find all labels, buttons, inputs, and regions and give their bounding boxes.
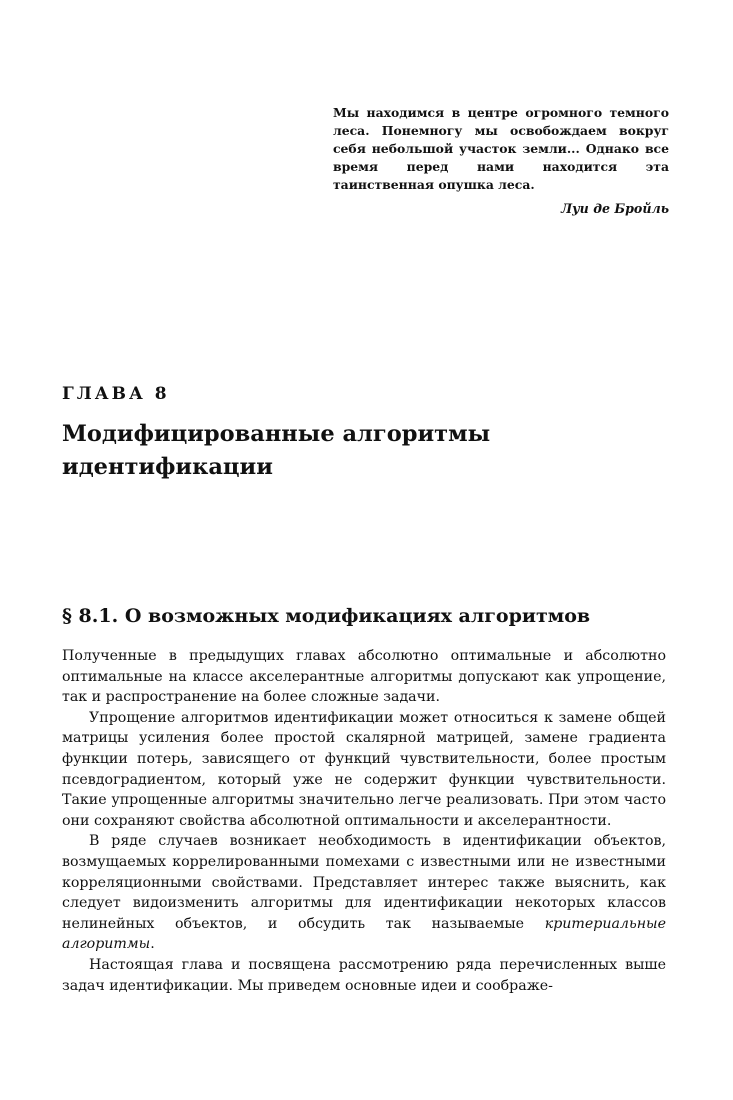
paragraph-1: Полученные в предыдущих главах абсолютно оптимальные и абсолютно оптимальные на классе акселерантные алгоритмы допускают как упрощение, так и распространение на более сложные задачи. [62, 648, 666, 706]
paragraph-3-end: . [150, 936, 155, 953]
epigraph-text: Мы находимся в центре огромного темного леса. Понемногу мы освобождаем вокруг себя небольшой участок земли... Однако все время перед нами находится эта таинственная опушка леса. [333, 105, 669, 192]
epigraph-author: Луи де Бройль [560, 201, 669, 216]
emphasis-term: критериальные алгоритмы [62, 915, 666, 953]
paragraph-3-text: В ряде случаев возникает необходимость в идентификации объектов, возмущаемых коррелированными помехами с известными или не известными корреляционными свойствами. Представляет интерес также выяснить, как следует видоизменить алгоритмы для идентификации некоторых классов нелинейных объектов, и обсудить так называемые [62, 833, 666, 932]
paragraph-2: Упрощение алгоритмов идентификации может относиться к замене общей матрицы усиления более простой скалярной матрицей, замене градиента функции потерь, зависящего от функций чувствительности, более простым псевдоградиентом, который уже не содержит функции чувствительности. Такие упрощенные алгоритмы значительно легче реализовать. При этом часто они сохраняют свойства абсолютной оптимальности и акселерантности. [62, 709, 666, 829]
paragraph-4: Настоящая глава и посвящена рассмотрению ряда перечисленных выше задач идентификации. Мы приведем основные идеи и соображе- [62, 956, 666, 994]
chapter-label: ГЛАВА 8 [62, 384, 170, 404]
paragraph-3 [62, 831, 666, 955]
epigraph [333, 104, 669, 218]
body-text [62, 646, 666, 996]
chapter-title: Модифицированные алгоритмы идентификации [62, 421, 491, 480]
section-title: § 8.1. О возможных модификациях алгоритмов [62, 605, 591, 627]
